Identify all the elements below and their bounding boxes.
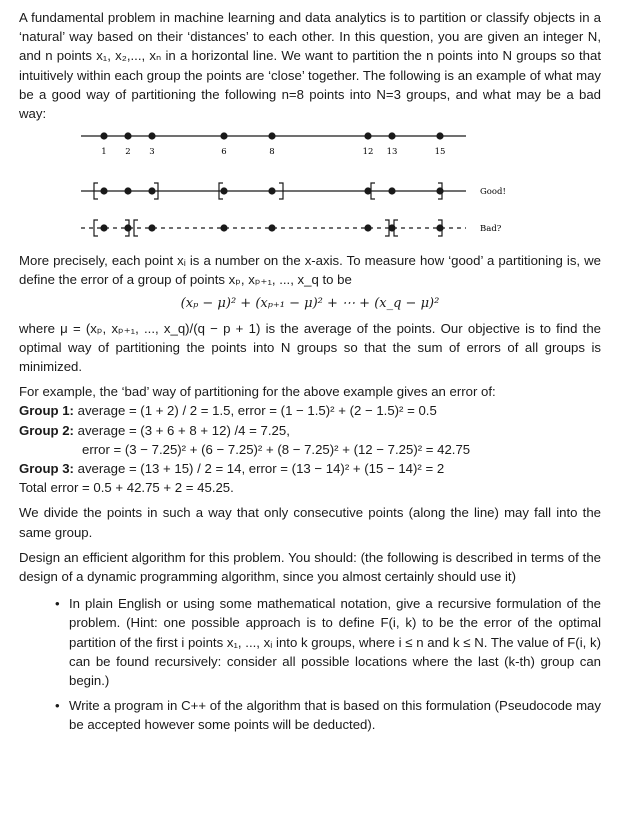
tick-label-8: 8 [269, 147, 275, 158]
group3-line [19, 459, 601, 478]
bad-point-6 [220, 225, 227, 232]
task-item-1 [55, 594, 601, 690]
group3-label: Group 3: [19, 461, 74, 477]
task-item-2 [55, 696, 601, 734]
example-intro: For example, the ‘bad’ way of partitioning for the above example gives an error of: [19, 384, 496, 400]
tick-label-3: 3 [149, 147, 155, 158]
group2-error-line [19, 440, 601, 459]
design-paragraph: Design an efficient algorithm for this problem. You should: (the following is described in terms of the design of a dynamic programming algorithm, since you almost certainly should use it) [19, 549, 601, 585]
top-point-15 [436, 133, 443, 140]
group3-text: average = (13 + 15) / 2 = 14, error = (13 − 14)² + (15 − 14)² = 2 [73, 461, 445, 477]
top-point-3 [148, 133, 155, 140]
bad-point-2 [124, 225, 131, 232]
top-point-2 [124, 133, 131, 140]
tick-label-15: 15 [434, 147, 446, 158]
good-point-13 [388, 188, 395, 195]
document-body [19, 8, 601, 741]
consecutive-paragraph: We divide the points in such a way that only consecutive points (along the line) may fall into the same group. [19, 505, 601, 540]
tick-label-6: 6 [221, 147, 227, 158]
task-item-1-text: In plain English or using some mathematical notation, give a recursive formulation of the problem. (Hint: one possible approach is to define F(i, k) to be the error of the optimal partition of the first i points x₁, ..., xᵢ into k groups, where i ≤ n and k ≤ N. The value of F(i, k) can be found recursively: consider all possible locations where the last (k-th) group can begin.) [69, 596, 601, 689]
error-formula: (xₚ − μ)² + (xₚ₊₁ − μ)² + ⋯ + (x_q − μ)² [180, 295, 440, 311]
tick-label-12: 12 [362, 147, 374, 158]
bad-point-8 [268, 225, 275, 232]
partition-diagram-svg [19, 127, 601, 245]
partition-diagram [19, 127, 601, 245]
bad-point-1 [100, 225, 107, 232]
good-point-8 [268, 188, 275, 195]
bad-label: Bad? [480, 224, 502, 235]
top-point-1 [100, 133, 107, 140]
task-item-2-text: Write a program in C++ of the algorithm that is based on this formulation (Pseudocode may be accepted however some points will be deducted). [69, 698, 601, 733]
good-point-3 [148, 188, 155, 195]
task-list [19, 594, 601, 734]
bullet-icon: • [55, 698, 60, 714]
top-point-12 [364, 133, 371, 140]
tick-label-13: 13 [386, 147, 398, 158]
good-point-1 [100, 188, 107, 195]
top-point-8 [268, 133, 275, 140]
where-paragraph: where μ = (xₚ, xₚ₊₁, ..., x_q)/(q − p + 1) is the average of the points. Our objective is to find the optimal way of partitioning the points into N groups so that the sum of errors of all groups is minimized. [19, 320, 601, 375]
total-error: Total error = 0.5 + 42.75 + 2 = 45.25. [19, 480, 234, 496]
top-point-13 [388, 133, 395, 140]
group2-label: Group 2: [19, 422, 74, 438]
good-point-2 [124, 188, 131, 195]
group1-label: Group 1: [19, 403, 74, 419]
group2-error-text: error = (3 − 7.25)² + (6 − 7.25)² + (8 − 7.25)² + (12 − 7.25)² = 42.75 [82, 441, 471, 457]
good-label: Good! [480, 187, 506, 198]
tick-label-1: 1 [101, 147, 107, 158]
intro-paragraph: A fundamental problem in machine learning and data analytics is to partition or classify objects in a ‘natural’ way based on their ‘distances’ to each other. In this question, you are given an integer N, and n points x₁, x₂,..., xₙ in a horizontal line. We want to partition the n points into N groups so that intuitively within each group the points are ‘close’ together. The following is an example of what may be a good way of partitioning the following n=8 points into N=3 groups, and what may be a bad way: [19, 10, 601, 122]
group2-line [19, 421, 601, 440]
group1-text: average = (1 + 2) / 2 = 1.5, error = (1 − 1.5)² + (2 − 1.5)² = 0.5 [73, 403, 437, 419]
group1-line [19, 401, 601, 420]
good-point-6 [220, 188, 227, 195]
bad-point-12 [364, 225, 371, 232]
group2-text: average = (3 + 6 + 8 + 12) /4 = 7.25, [73, 422, 290, 438]
bullet-icon: • [55, 596, 60, 612]
tick-label-2: 2 [125, 147, 131, 158]
bad-point-3 [148, 225, 155, 232]
precise-paragraph: More precisely, each point xᵢ is a number on the x-axis. To measure how ‘good’ a partitioning is, we define the error of a group of points xₚ, xₚ₊₁, ..., x_q to be [19, 253, 601, 288]
top-point-6 [220, 133, 227, 140]
